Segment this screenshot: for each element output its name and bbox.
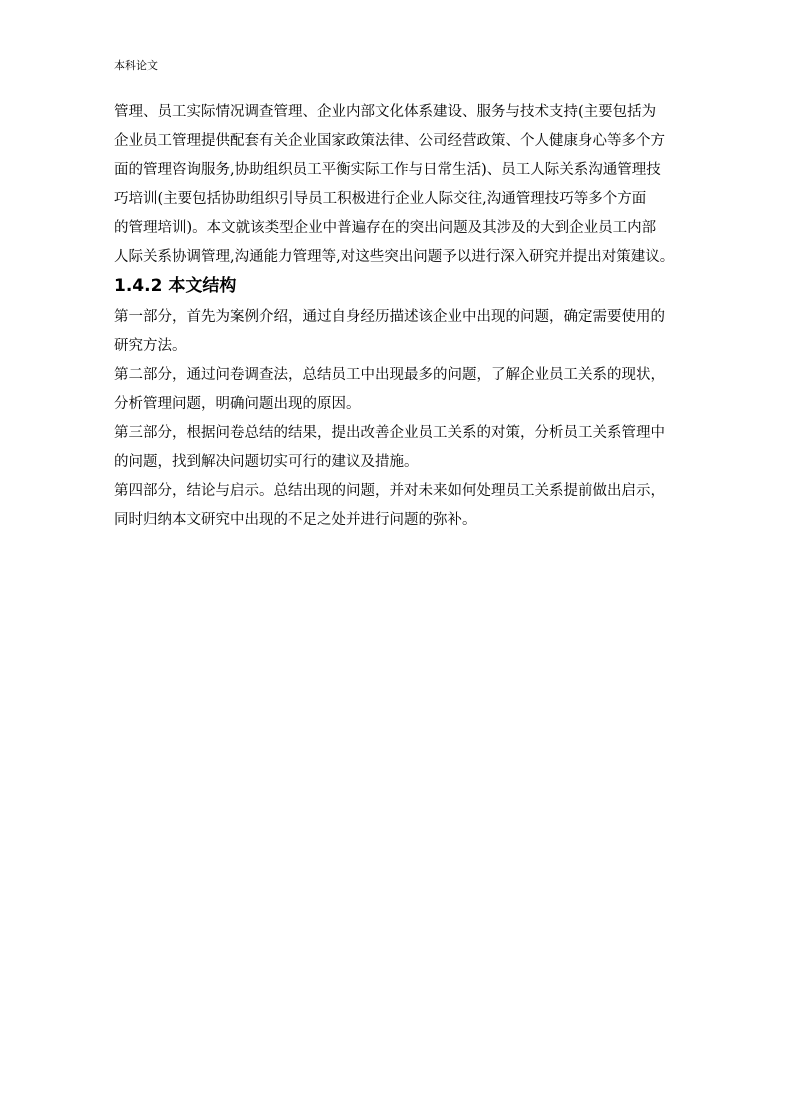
body-text — [114, 98, 754, 535]
running-header: 本科论文 — [114, 59, 158, 72]
paragraph-line: 分析管理问题，明确问题出现的原因。 — [114, 396, 361, 412]
part-four-paragraph — [114, 477, 754, 535]
section-heading: 1.4.2 本文结构 — [114, 276, 237, 296]
paragraph-line: 面的管理咨询服务,协助组织员工平衡实际工作与日常生活)、员工人际关系沟通管理技 — [114, 162, 661, 178]
paragraph-line: 第三部分，根据问卷总结的结果，提出改善企业员工关系的对策，分析员工关系管理中 — [114, 425, 665, 441]
paragraph-line: 人际关系协调管理,沟通能力管理等,对这些突出问题予以进行深入研究并提出对策建议。 — [114, 249, 675, 265]
part-three-paragraph — [114, 419, 754, 477]
paragraph-line: 巧培训(主要包括协助组织引导员工积极进行企业人际交往,沟通管理技巧等多个方面 — [114, 191, 647, 207]
part-two-paragraph — [114, 361, 754, 419]
paragraph-line: 企业员工管理提供配套有关企业国家政策法律、公司经营政策、个人健康身心等多个方 — [114, 133, 665, 149]
paragraph-line: 的管理培训)。本文就该类型企业中普遍存在的突出问题及其涉及的大到企业员工内部 — [114, 220, 657, 236]
paragraph-line: 研究方法。 — [114, 338, 187, 354]
part-one-paragraph — [114, 303, 754, 361]
paragraph-line: 第四部分，结论与启示。总结出现的问题，并对未来如何处理员工关系提前做出启示， — [114, 483, 665, 499]
paragraph-line: 第一部分，首先为案例介绍，通过自身经历描述该企业中出现的问题，确定需要使用的 — [114, 309, 665, 325]
paragraph-line: 的问题，找到解决问题切实可行的建议及措施。 — [114, 454, 419, 470]
paragraph-line: 第二部分，通过问卷调查法，总结员工中出现最多的问题，了解企业员工关系的现状， — [114, 367, 665, 383]
paragraph-line: 管理、员工实际情况调查管理、企业内部文化体系建设、服务与技术支持(主要包括为 — [114, 104, 657, 120]
intro-paragraph — [114, 98, 754, 272]
paragraph-line: 同时归纳本文研究中出现的不足之处并进行问题的弥补。 — [114, 512, 477, 528]
